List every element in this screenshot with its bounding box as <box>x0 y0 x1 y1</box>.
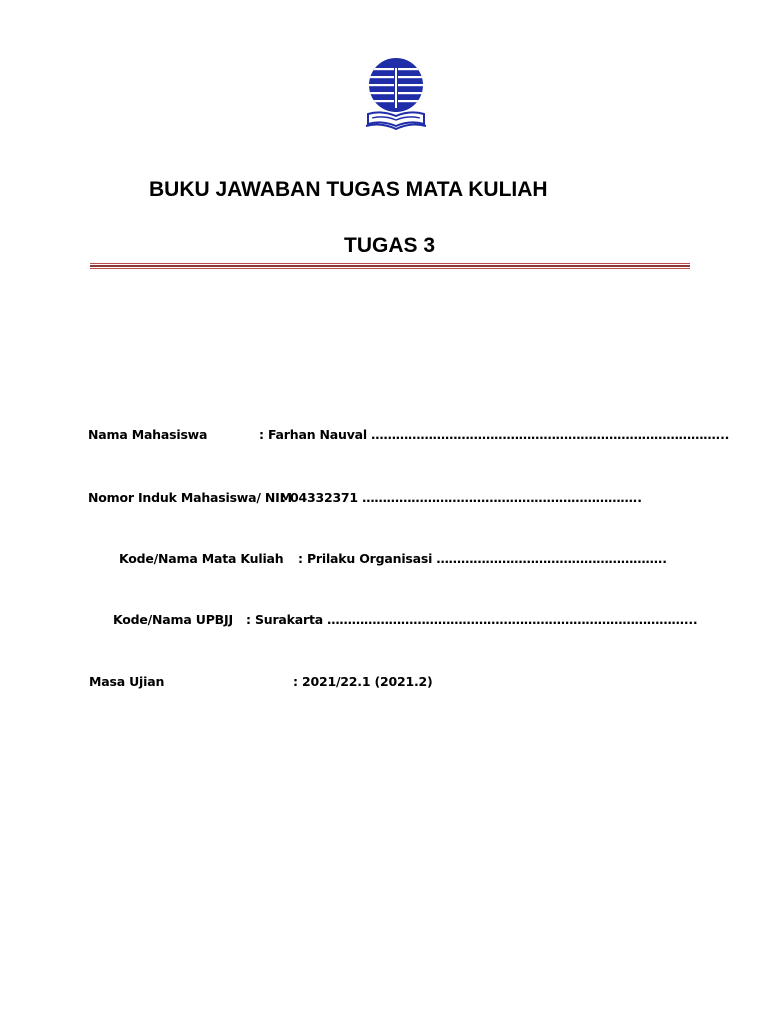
field-label: Masa Ujian <box>89 674 165 689</box>
field-student-name <box>0 427 768 445</box>
field-exam-period <box>0 674 768 692</box>
field-upbjj <box>0 612 768 630</box>
field-course <box>0 551 768 569</box>
field-value: : 04332371 ………………………………………………………….. <box>281 490 642 505</box>
field-value: : 2021/22.1 (2021.2) <box>293 674 433 689</box>
field-label: Nomor Induk Mahasiswa/ NIM <box>88 490 292 505</box>
field-value: : Farhan Nauval …………………………………………………………………………... <box>259 427 730 442</box>
field-value: : Prilaku Organisasi ……………………………………………….. <box>298 551 667 566</box>
document-subtitle: TUGAS 3 <box>344 234 436 257</box>
field-label: Kode/Nama UPBJJ <box>113 612 233 627</box>
header-rule-middle <box>90 265 690 267</box>
header-rule-bottom <box>90 268 690 269</box>
university-emblem-icon <box>362 54 430 136</box>
field-value: : Surakarta ……………………………………………………………………………... <box>246 612 698 627</box>
document-title: BUKU JAWABAN TUGAS MATA KULIAH <box>149 178 548 201</box>
field-label: Nama Mahasiswa <box>88 427 208 442</box>
header-rule-top <box>90 263 690 264</box>
field-label: Kode/Nama Mata Kuliah <box>119 551 284 566</box>
field-student-id <box>0 490 768 508</box>
